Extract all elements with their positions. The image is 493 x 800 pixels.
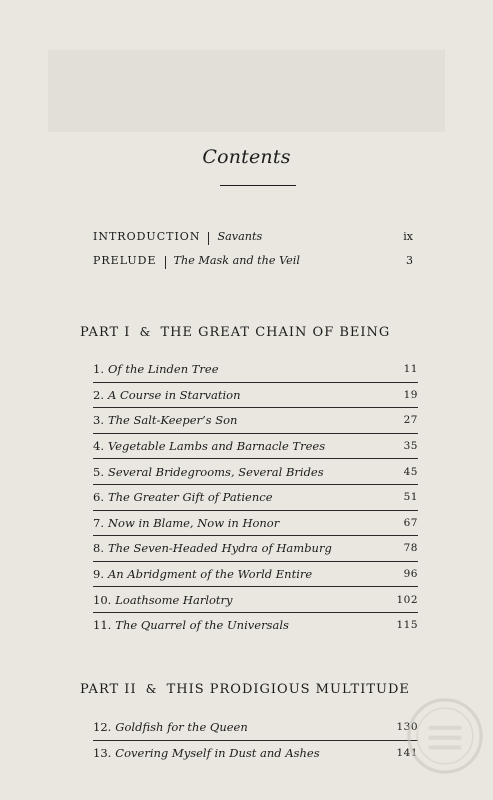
page-number: 78 xyxy=(403,542,418,555)
chapter-title: The Greater Gift of Patience xyxy=(107,490,273,505)
part-title: THIS PRODIGIOUS MULTITUDE xyxy=(166,681,410,697)
chapter-row[interactable] xyxy=(93,612,418,638)
chapter-number: 5. xyxy=(93,464,104,479)
front-matter-title: The Mask and the Veil xyxy=(173,254,300,267)
chapter-number: 11. xyxy=(93,618,112,633)
page-number: 19 xyxy=(403,388,418,401)
chapter-row[interactable] xyxy=(93,715,418,740)
separator-bar xyxy=(208,232,209,245)
chapter-row[interactable] xyxy=(93,740,418,766)
page-number: 3 xyxy=(406,254,413,267)
page-number: 130 xyxy=(396,721,418,734)
front-matter-title: Savants xyxy=(217,230,263,243)
chapter-row[interactable] xyxy=(93,357,418,382)
front-matter-label: PRELUDE xyxy=(93,254,157,267)
chapter-row[interactable] xyxy=(93,586,418,612)
chapter-title: Several Bridegrooms, Several Brides xyxy=(107,464,324,479)
chapter-row[interactable] xyxy=(93,458,418,484)
chapter-title: The Seven-Headed Hydra of Hamburg xyxy=(107,541,332,556)
separator-bar xyxy=(165,256,166,269)
chapter-title: Of the Linden Tree xyxy=(107,362,219,377)
page-number: 27 xyxy=(403,414,418,427)
page-number: 67 xyxy=(403,516,418,529)
ornament-icon: & xyxy=(145,682,158,696)
front-matter-prelude[interactable] xyxy=(93,254,413,270)
front-matter-introduction[interactable] xyxy=(93,230,413,246)
title-rule xyxy=(220,185,296,186)
part-heading-1[interactable] xyxy=(80,322,413,342)
page-number: 51 xyxy=(403,491,418,504)
page-number: 45 xyxy=(403,465,418,478)
page-number: ix xyxy=(403,230,413,243)
chapter-number: 12. xyxy=(93,720,112,735)
chapter-title: Now in Blame, Now in Honor xyxy=(107,515,280,530)
part-title: THE GREAT CHAIN OF BEING xyxy=(160,324,391,340)
chapter-title: Covering Myself in Dust and Ashes xyxy=(115,745,320,760)
chapter-number: 4. xyxy=(93,439,104,454)
chapter-number: 1. xyxy=(93,362,104,377)
page-title: Contents xyxy=(202,146,291,168)
running-head-showthrough xyxy=(0,4,493,16)
chapter-row[interactable] xyxy=(93,382,418,408)
page-number: 96 xyxy=(403,568,418,581)
chapter-list-part-2 xyxy=(93,715,418,765)
chapter-row[interactable] xyxy=(93,433,418,459)
chapter-title: Goldfish for the Queen xyxy=(115,720,248,735)
page-number: 102 xyxy=(396,593,418,606)
chapter-number: 3. xyxy=(93,413,104,428)
chapter-list-part-1 xyxy=(93,357,418,638)
chapter-number: 2. xyxy=(93,387,104,402)
chapter-number: 10. xyxy=(93,592,112,607)
chapter-row[interactable] xyxy=(93,484,418,510)
chapter-title: The Quarrel of the Universals xyxy=(115,618,289,633)
chapter-number: 7. xyxy=(93,515,104,530)
chapter-number: 6. xyxy=(93,490,104,505)
chapter-number: 8. xyxy=(93,541,104,556)
chapter-row[interactable] xyxy=(93,561,418,587)
page-number: 35 xyxy=(403,440,418,453)
front-matter-label: INTRODUCTION xyxy=(93,230,201,243)
page-number: 141 xyxy=(396,746,418,759)
part-label: PART II xyxy=(80,681,137,697)
chapter-number: 13. xyxy=(93,745,112,760)
page-number: 11 xyxy=(403,363,418,376)
chapter-title: An Abridgment of the World Entire xyxy=(107,567,313,582)
part-heading-2[interactable] xyxy=(80,679,413,699)
chapter-title: Loathsome Harlotry xyxy=(115,592,233,607)
part-label: PART I xyxy=(80,324,131,340)
chapter-number: 9. xyxy=(93,567,104,582)
chapter-title: Vegetable Lambs and Barnacle Trees xyxy=(107,439,326,454)
chapter-title: The Salt-Keeper’s Son xyxy=(107,413,238,428)
ornament-icon: & xyxy=(139,325,152,339)
chapter-row[interactable] xyxy=(93,510,418,536)
showthrough-image-block xyxy=(48,50,445,132)
page-number: 115 xyxy=(396,619,418,632)
chapter-row[interactable] xyxy=(93,535,418,561)
chapter-title: A Course in Starvation xyxy=(107,387,241,402)
chapter-row[interactable] xyxy=(93,407,418,433)
